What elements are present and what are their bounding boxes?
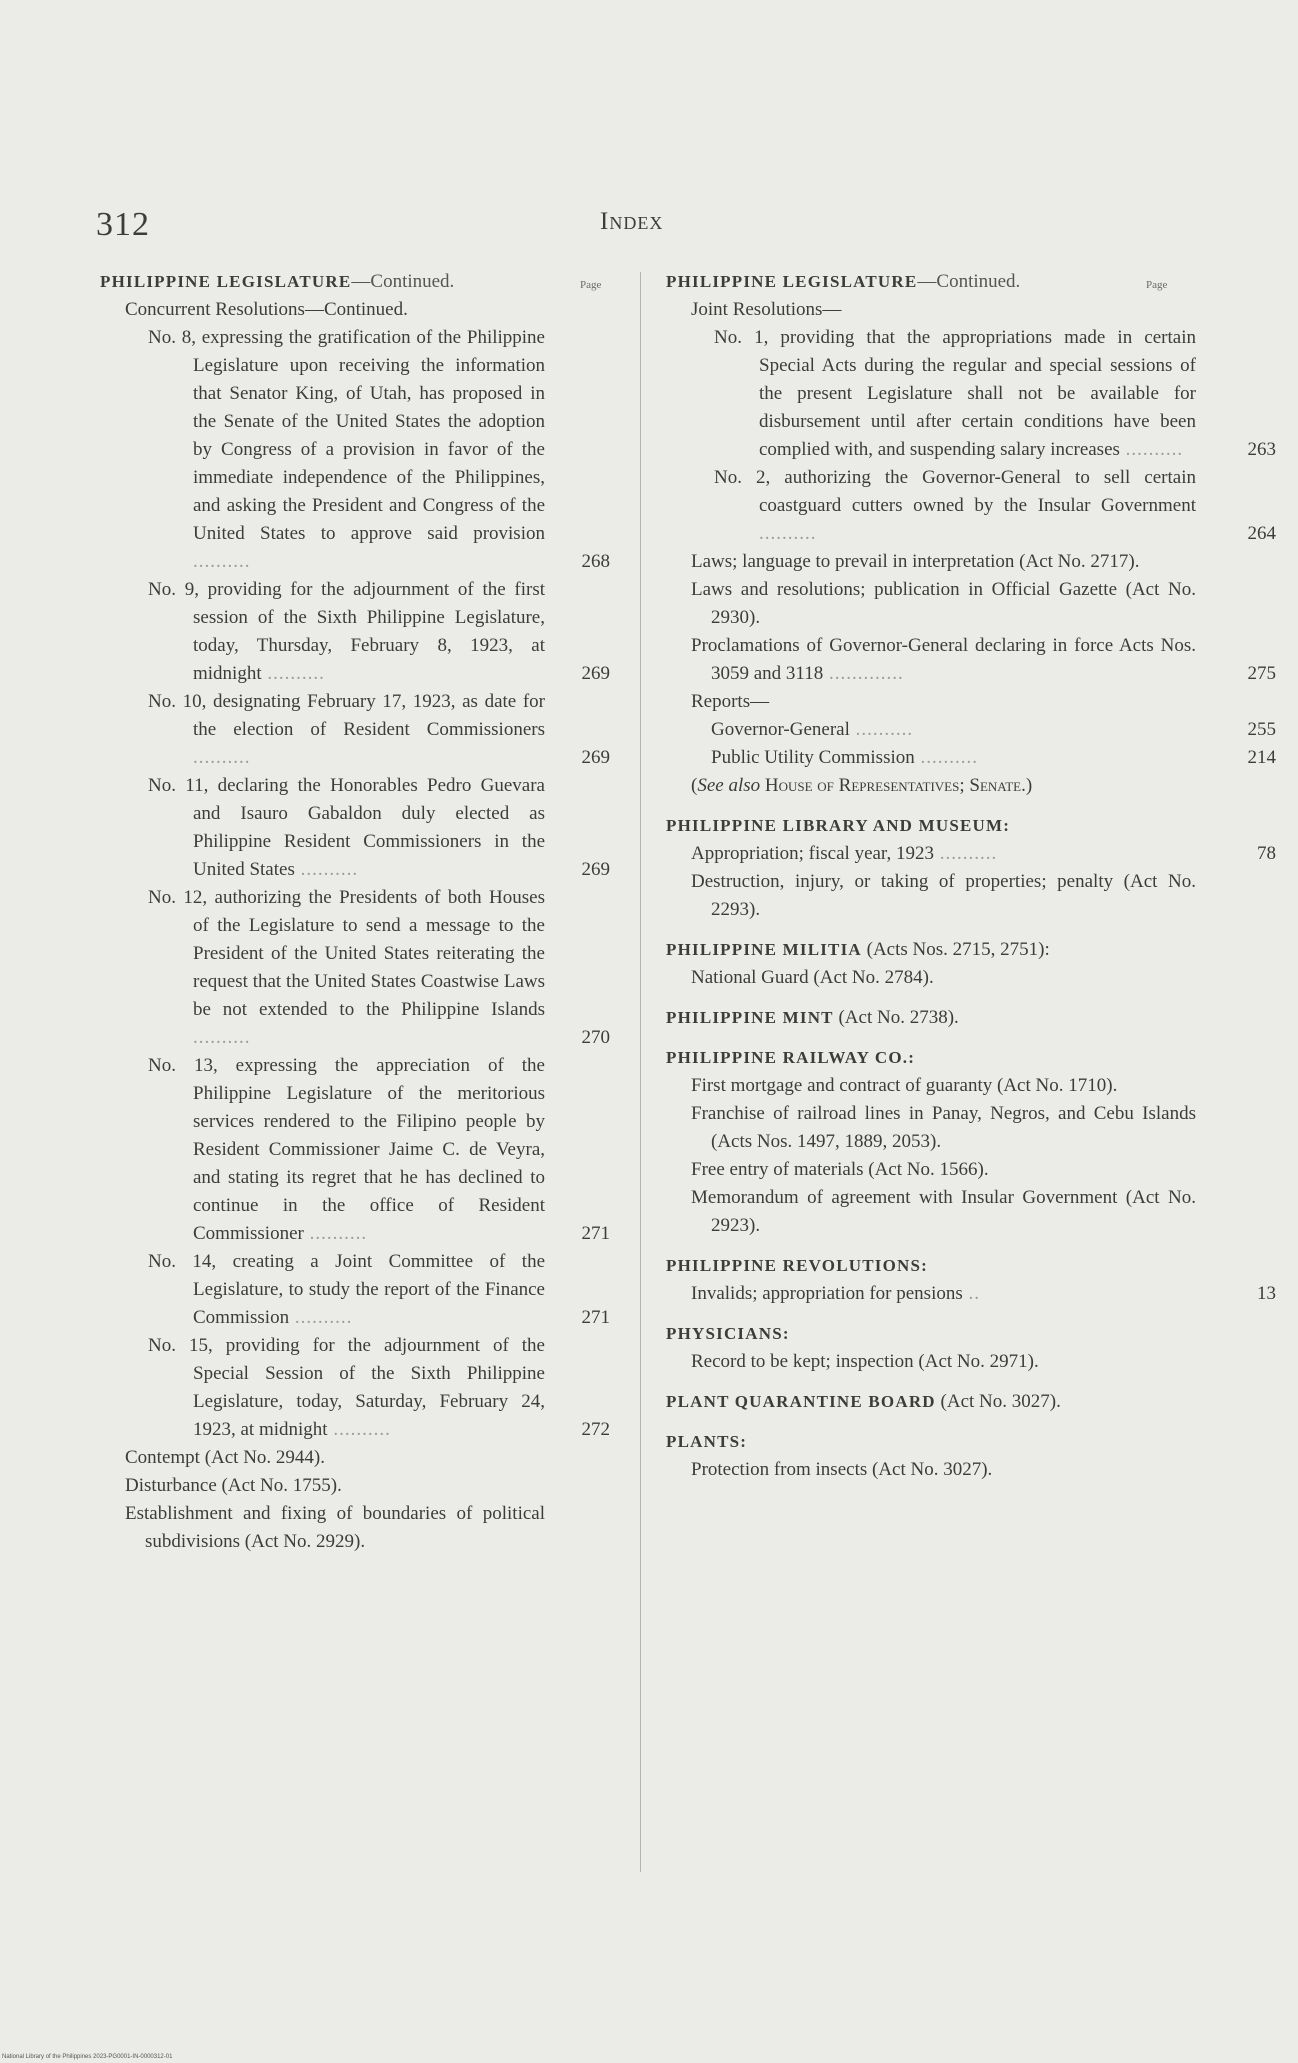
page-reference: 271 xyxy=(581,1307,610,1328)
index-entry: Protection from insects (Act No. 3027). xyxy=(691,1459,993,1480)
page-reference: 268 xyxy=(581,551,610,572)
page-reference: 255 xyxy=(1247,719,1276,740)
entry-text: Free entry of materials (Act No. 1566). xyxy=(691,1159,989,1180)
index-heading: PHILIPPINE REVOLUTIONS: xyxy=(666,1256,928,1275)
left-column xyxy=(100,268,610,1556)
index-entry xyxy=(666,1184,1196,1240)
index-entry xyxy=(666,1156,1196,1184)
leader-dots: .......... xyxy=(759,523,817,544)
page-reference: 270 xyxy=(581,1027,610,1048)
index-entry xyxy=(100,1444,545,1472)
page-reference: 214 xyxy=(1247,747,1276,768)
entry-text: No. 8, expressing the gratification of the Philippine Legislature upon receiving the information that Senator King, of Utah, has proposed in the Senate of the United States the adoption by Congress of a provision in favor of the immediate independence of the Philippines, and asking the President and Congress of the United States to approve said provision xyxy=(148,327,545,544)
page-reference: 264 xyxy=(1247,523,1276,544)
see-also-prefix: See also xyxy=(697,775,761,796)
see-also-note: (See also House of Representatives; Senate.) xyxy=(691,775,1033,796)
index-heading: PHYSICIANS: xyxy=(666,1324,790,1343)
footer-note: National Library of the Philippines 2023-PG0001-IN-0000312-01 xyxy=(2,2054,173,2060)
section-heading: PHILIPPINE LEGISLATURE xyxy=(100,272,352,291)
page-reference: 269 xyxy=(581,663,610,684)
entry-text: No. 1, providing that the appropriations made in certain Special Acts during the regular and special sessions of the present Legislature shall not be available for disbursement until after certain conditions have been complied with, and suspending salary increases xyxy=(714,327,1196,460)
index-entry: Reports— xyxy=(691,691,770,712)
page-reference: 263 xyxy=(1247,439,1276,460)
entry-text: Disturbance (Act No. 1755). xyxy=(125,1475,342,1496)
index-heading: PHILIPPINE LIBRARY AND MUSEUM: xyxy=(666,816,1011,835)
page-reference: 13 xyxy=(1257,1283,1276,1304)
continued-label: —Continued. xyxy=(351,271,455,292)
entry-text: No. 10, designating February 17, 1923, as date for the election of Resident Commissioners xyxy=(148,691,545,740)
index-heading: PLANT QUARANTINE BOARD (Act No. 3027). xyxy=(666,1391,1061,1412)
index-heading: PLANTS: xyxy=(666,1432,748,1451)
index-entry: Laws and resolutions; publication in Official Gazette (Act No. 2930). xyxy=(691,579,1196,628)
entry-text: No. 13, expressing the appreciation of the Philippine Legislature of the meritorious services rendered to the Filipino people by Resident Commissioner Jaime C. de Veyra, and stating its regret that he has declined to continue in the office of Resident Commissioner xyxy=(148,1055,545,1244)
report-entry xyxy=(666,716,1276,744)
resolution-entry xyxy=(100,1332,610,1444)
leader-dots: .......... xyxy=(914,747,978,768)
index-entry xyxy=(666,868,1196,924)
entry-text: Franchise of railroad lines in Panay, Negros, and Cebu Islands (Acts Nos. 1497, 1889, 2053). xyxy=(691,1103,1196,1152)
entry-text: Establishment and fixing of boundaries of political subdivisions (Act No. 2929). xyxy=(125,1503,545,1552)
resolution-entry xyxy=(100,688,610,772)
index-entry xyxy=(100,1472,545,1500)
entry-text: Memorandum of agreement with Insular Government (Act No. 2923). xyxy=(691,1187,1196,1236)
index-heading: PHILIPPINE RAILWAY CO.: xyxy=(666,1048,916,1067)
entry-text: Appropriation; fiscal year, 1923 xyxy=(691,843,935,864)
leader-dots: .......... xyxy=(1119,439,1184,460)
index-entry xyxy=(100,1500,545,1556)
leader-dots: ............. xyxy=(823,663,904,684)
leader-dots: .......... xyxy=(849,719,914,740)
page-reference: 269 xyxy=(581,859,610,880)
index-entry: Record to be kept; inspection (Act No. 2971). xyxy=(691,1351,1039,1372)
right-column xyxy=(666,268,1276,1484)
index-heading: PHILIPPINE MILITIA (Acts Nos. 2715, 2751): xyxy=(666,939,1050,960)
page-number: 312 xyxy=(96,206,150,243)
entry-text: No. 2, authorizing the Governor-General to sell certain coastguard cutters owned by the Insular Government xyxy=(714,467,1196,516)
entry-text: Public Utility Commission xyxy=(711,747,915,768)
index-heading: PHILIPPINE MINT (Act No. 2738). xyxy=(666,1007,959,1028)
page-title: Index xyxy=(600,208,664,235)
index-entry xyxy=(666,1100,1196,1156)
leader-dots: .......... xyxy=(289,1307,353,1328)
entry-text: No. 12, authorizing the Presidents of both Houses of the Legislature to send a message to the President of the United States reiterating the request that the United States Coastwise Laws be not extended to the Philippine Islands xyxy=(148,887,545,1020)
resolution-entry xyxy=(100,1248,610,1332)
see-also-refs: House of Representatives; Senate. xyxy=(764,775,1026,796)
page-reference: 272 xyxy=(581,1419,610,1440)
subsection-label: Joint Resolutions— xyxy=(691,299,842,320)
index-entry: National Guard (Act No. 2784). xyxy=(691,967,934,988)
leader-dots: .......... xyxy=(934,843,998,864)
entry-text: First mortgage and contract of guaranty (Act No. 1710). xyxy=(691,1075,1118,1096)
index-entry: Laws; language to prevail in interpretation (Act No. 2717). xyxy=(691,551,1140,572)
leader-dots: .......... xyxy=(294,859,359,880)
resolution-entry xyxy=(100,576,610,688)
section-heading: PHILIPPINE LEGISLATURE xyxy=(666,272,918,291)
entry-text: No. 11, declaring the Honorables Pedro Guevara and Isauro Gabaldon duly elected as Philippine Resident Commissioners in the United States xyxy=(148,775,545,880)
entry-text: Destruction, injury, or taking of properties; penalty (Act No. 2293). xyxy=(691,871,1196,920)
leader-dots: .......... xyxy=(193,551,251,572)
report-entry xyxy=(666,744,1276,772)
subsection-label: Concurrent Resolutions—Continued. xyxy=(125,299,408,320)
entry-text: No. 14, creating a Joint Committee of the Legislature, to study the report of the Finance Commission xyxy=(148,1251,545,1328)
page-column-label: Page xyxy=(580,279,602,291)
column-divider xyxy=(640,272,641,1872)
index-entry xyxy=(666,1072,1196,1100)
leader-dots: .......... xyxy=(261,663,325,684)
index-entry xyxy=(666,632,1276,688)
leader-dots: .......... xyxy=(193,747,251,768)
entry-text: No. 9, providing for the adjournment of the first session of the Sixth Philippine Legislature, today, Thursday, February 8, 1923, at midnight xyxy=(148,579,545,684)
leader-dots: .......... xyxy=(193,1027,251,1048)
entry-text: Proclamations of Governor-General declaring in force Acts Nos. 3059 and 3118 xyxy=(691,635,1196,684)
index-entry xyxy=(666,840,1276,868)
continued-label: —Continued. xyxy=(917,271,1021,292)
resolution-entry xyxy=(666,464,1276,548)
page-reference: 78 xyxy=(1257,843,1276,864)
entry-text: No. 15, providing for the adjournment of the Special Session of the Sixth Philippine Legislature, today, Saturday, February 24, 1923, at midnight xyxy=(148,1335,545,1440)
entry-text: Governor-General xyxy=(711,719,850,740)
page-reference: 269 xyxy=(581,747,610,768)
resolution-entry xyxy=(100,324,610,576)
resolution-entry xyxy=(100,1052,610,1248)
page-reference: 275 xyxy=(1247,663,1276,684)
entry-text: Contempt (Act No. 2944). xyxy=(125,1447,326,1468)
resolution-entry xyxy=(100,772,610,884)
page-column-label: Page xyxy=(1146,279,1168,291)
resolution-entry xyxy=(100,884,610,1052)
index-entry: Invalids; appropriation for pensions .. 13 xyxy=(666,1280,1196,1308)
resolution-entry xyxy=(666,324,1276,464)
leader-dots: .......... xyxy=(303,1223,368,1244)
page-reference: 271 xyxy=(581,1223,610,1244)
leader-dots: .......... xyxy=(327,1419,391,1440)
